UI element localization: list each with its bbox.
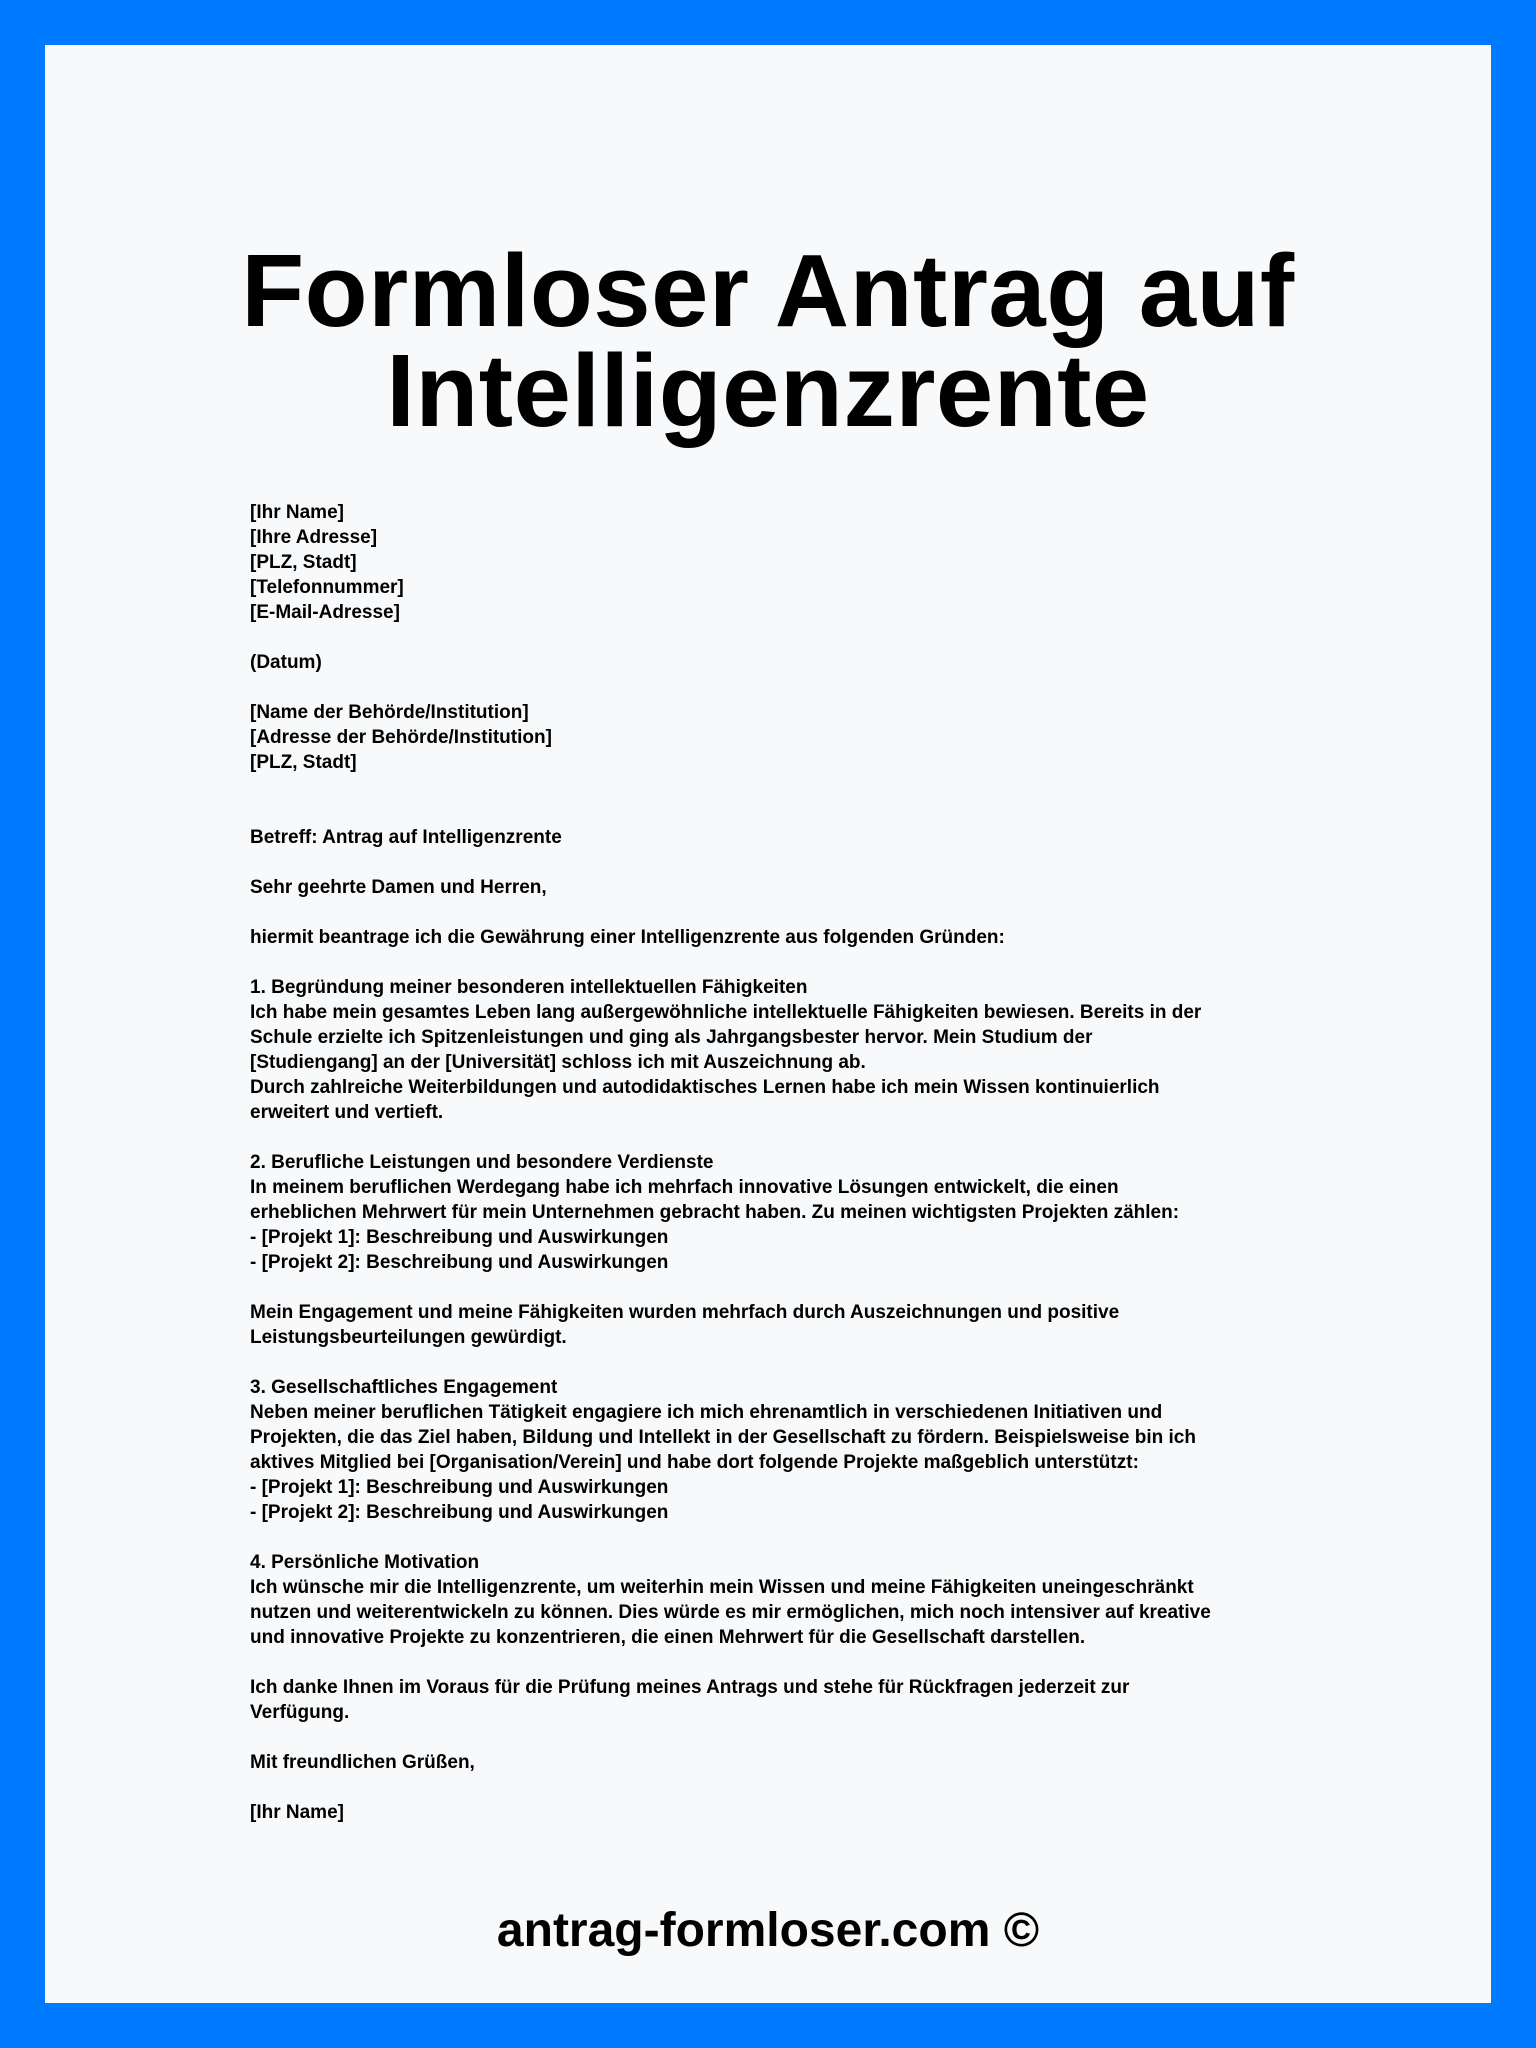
closing-greeting: Mit freundlichen Grüßen, [250, 1752, 475, 1773]
recipient-name: [Name der Behörde/Institution] [250, 702, 529, 723]
recipient-city: [PLZ, Stadt] [250, 752, 357, 773]
sender-phone: [Telefonnummer] [250, 577, 404, 598]
salutation: Sehr geehrte Damen und Herren, [250, 877, 547, 898]
spacer [250, 850, 1290, 875]
sender-address: [Ihre Adresse] [250, 527, 378, 548]
section-text-line: Durch zahlreiche Weiterbildungen und autodidaktisches Lernen habe ich mein Wissen kontinuierlich [250, 1077, 1160, 1098]
recipient-block [250, 700, 1290, 775]
spacer [250, 1125, 1290, 1150]
spacer [250, 1650, 1290, 1675]
section-text-line: und innovative Projekte zu konzentrieren, die einen Mehrwert für die Gesellschaft darstellen. [250, 1627, 1086, 1648]
section-text-line: Ich wünsche mir die Intelligenzrente, um weiterhin mein Wissen und meine Fähigkeiten uneingeschränkt [250, 1577, 1194, 1598]
spacer [250, 1725, 1290, 1750]
subject-line: Betreff: Antrag auf Intelligenzrente [250, 827, 562, 848]
sender-email: [E-Mail-Adresse] [250, 602, 400, 623]
section-text-line: In meinem beruflichen Werdegang habe ich mehrfach innovative Lösungen entwickelt, die einen [250, 1177, 1119, 1198]
section-heading: 4. Persönliche Motivation [250, 1552, 480, 1573]
title-line-1: Formloser Antrag auf [241, 233, 1295, 348]
section-text-line: Ich habe mein gesamtes Leben lang außergewöhnliche intellektuelle Fähigkeiten bewiesen. Bereits in der [250, 1002, 1202, 1023]
section-1 [250, 975, 1290, 1125]
sender-city: [PLZ, Stadt] [250, 552, 357, 573]
spacer [250, 1275, 1290, 1300]
list-item: - [Projekt 1]: Beschreibung und Auswirkungen [250, 1477, 669, 1498]
list-item: - [Projekt 1]: Beschreibung und Auswirkungen [250, 1227, 669, 1248]
section-text-line: nutzen und weiterentwickeln zu können. Dies würde es mir ermöglichen, mich noch intensiver auf kreative [250, 1602, 1211, 1623]
section-text-line: aktives Mitglied bei [Organisation/Verein] und habe dort folgende Projekte maßgeblich unterstützt: [250, 1452, 1139, 1473]
spacer [250, 1350, 1290, 1375]
section-2 [250, 1150, 1290, 1350]
spacer [250, 800, 1290, 825]
spacer [250, 900, 1290, 925]
spacer [250, 775, 1290, 800]
spacer [250, 1775, 1290, 1800]
section-text-line: Neben meiner beruflichen Tätigkeit engagiere ich mich ehrenamtlich in verschiedenen Initiativen und [250, 1402, 1163, 1423]
section-text-line: erheblichen Mehrwert für mein Unternehmen gebracht haben. Zu meinen wichtigsten Projekten zählen: [250, 1202, 1180, 1223]
section-text-line: erweitert und vertieft. [250, 1102, 444, 1123]
intro-paragraph: hiermit beantrage ich die Gewährung einer Intelligenzrente aus folgenden Gründen: [250, 927, 1005, 948]
footer-copyright: antrag-formloser.com © [496, 1904, 1040, 1957]
section-text-line: Leistungsbeurteilungen gewürdigt. [250, 1327, 567, 1348]
spacer [250, 675, 1290, 700]
section-3 [250, 1375, 1290, 1525]
section-4 [250, 1550, 1290, 1650]
closing-paragraph [250, 1675, 1290, 1725]
list-item: - [Projekt 2]: Beschreibung und Auswirkungen [250, 1502, 669, 1523]
closing-text-line: Ich danke Ihnen im Voraus für die Prüfung meines Antrags und stehe für Rückfragen jederzeit zur [250, 1677, 1130, 1698]
sender-name: [Ihr Name] [250, 502, 344, 523]
closing-text-line: Verfügung. [250, 1702, 350, 1723]
spacer [250, 625, 1290, 650]
letter-date: (Datum) [250, 652, 322, 673]
list-item: - [Projekt 2]: Beschreibung und Auswirkungen [250, 1252, 669, 1273]
title-line-2: Intelligenzrente [386, 333, 1150, 448]
letter-body [250, 500, 1290, 1825]
recipient-address: [Adresse der Behörde/Institution] [250, 727, 552, 748]
section-text-line: [Studiengang] an der [Universität] schloss ich mit Auszeichnung ab. [250, 1052, 866, 1073]
spacer [250, 950, 1290, 975]
section-text-line: Mein Engagement und meine Fähigkeiten wurden mehrfach durch Auszeichnungen und positive [250, 1302, 1120, 1323]
section-text-line: Schule erzielte ich Spitzenleistungen und ging als Jahrgangsbester hervor. Mein Studium der [250, 1027, 1093, 1048]
section-heading: 1. Begründung meiner besonderen intellektuellen Fähigkeiten [250, 977, 808, 998]
section-heading: 2. Berufliche Leistungen und besondere Verdienste [250, 1152, 714, 1173]
sender-block [250, 500, 1290, 625]
spacer [250, 1525, 1290, 1550]
document-title [45, 233, 1491, 448]
document-page [45, 45, 1491, 2003]
signature-name: [Ihr Name] [250, 1802, 344, 1823]
section-heading: 3. Gesellschaftliches Engagement [250, 1377, 558, 1398]
section-text-line: Projekten, die das Ziel haben, Bildung und Intellekt in der Gesellschaft zu fördern. Beispielsweise bin ich [250, 1427, 1196, 1448]
